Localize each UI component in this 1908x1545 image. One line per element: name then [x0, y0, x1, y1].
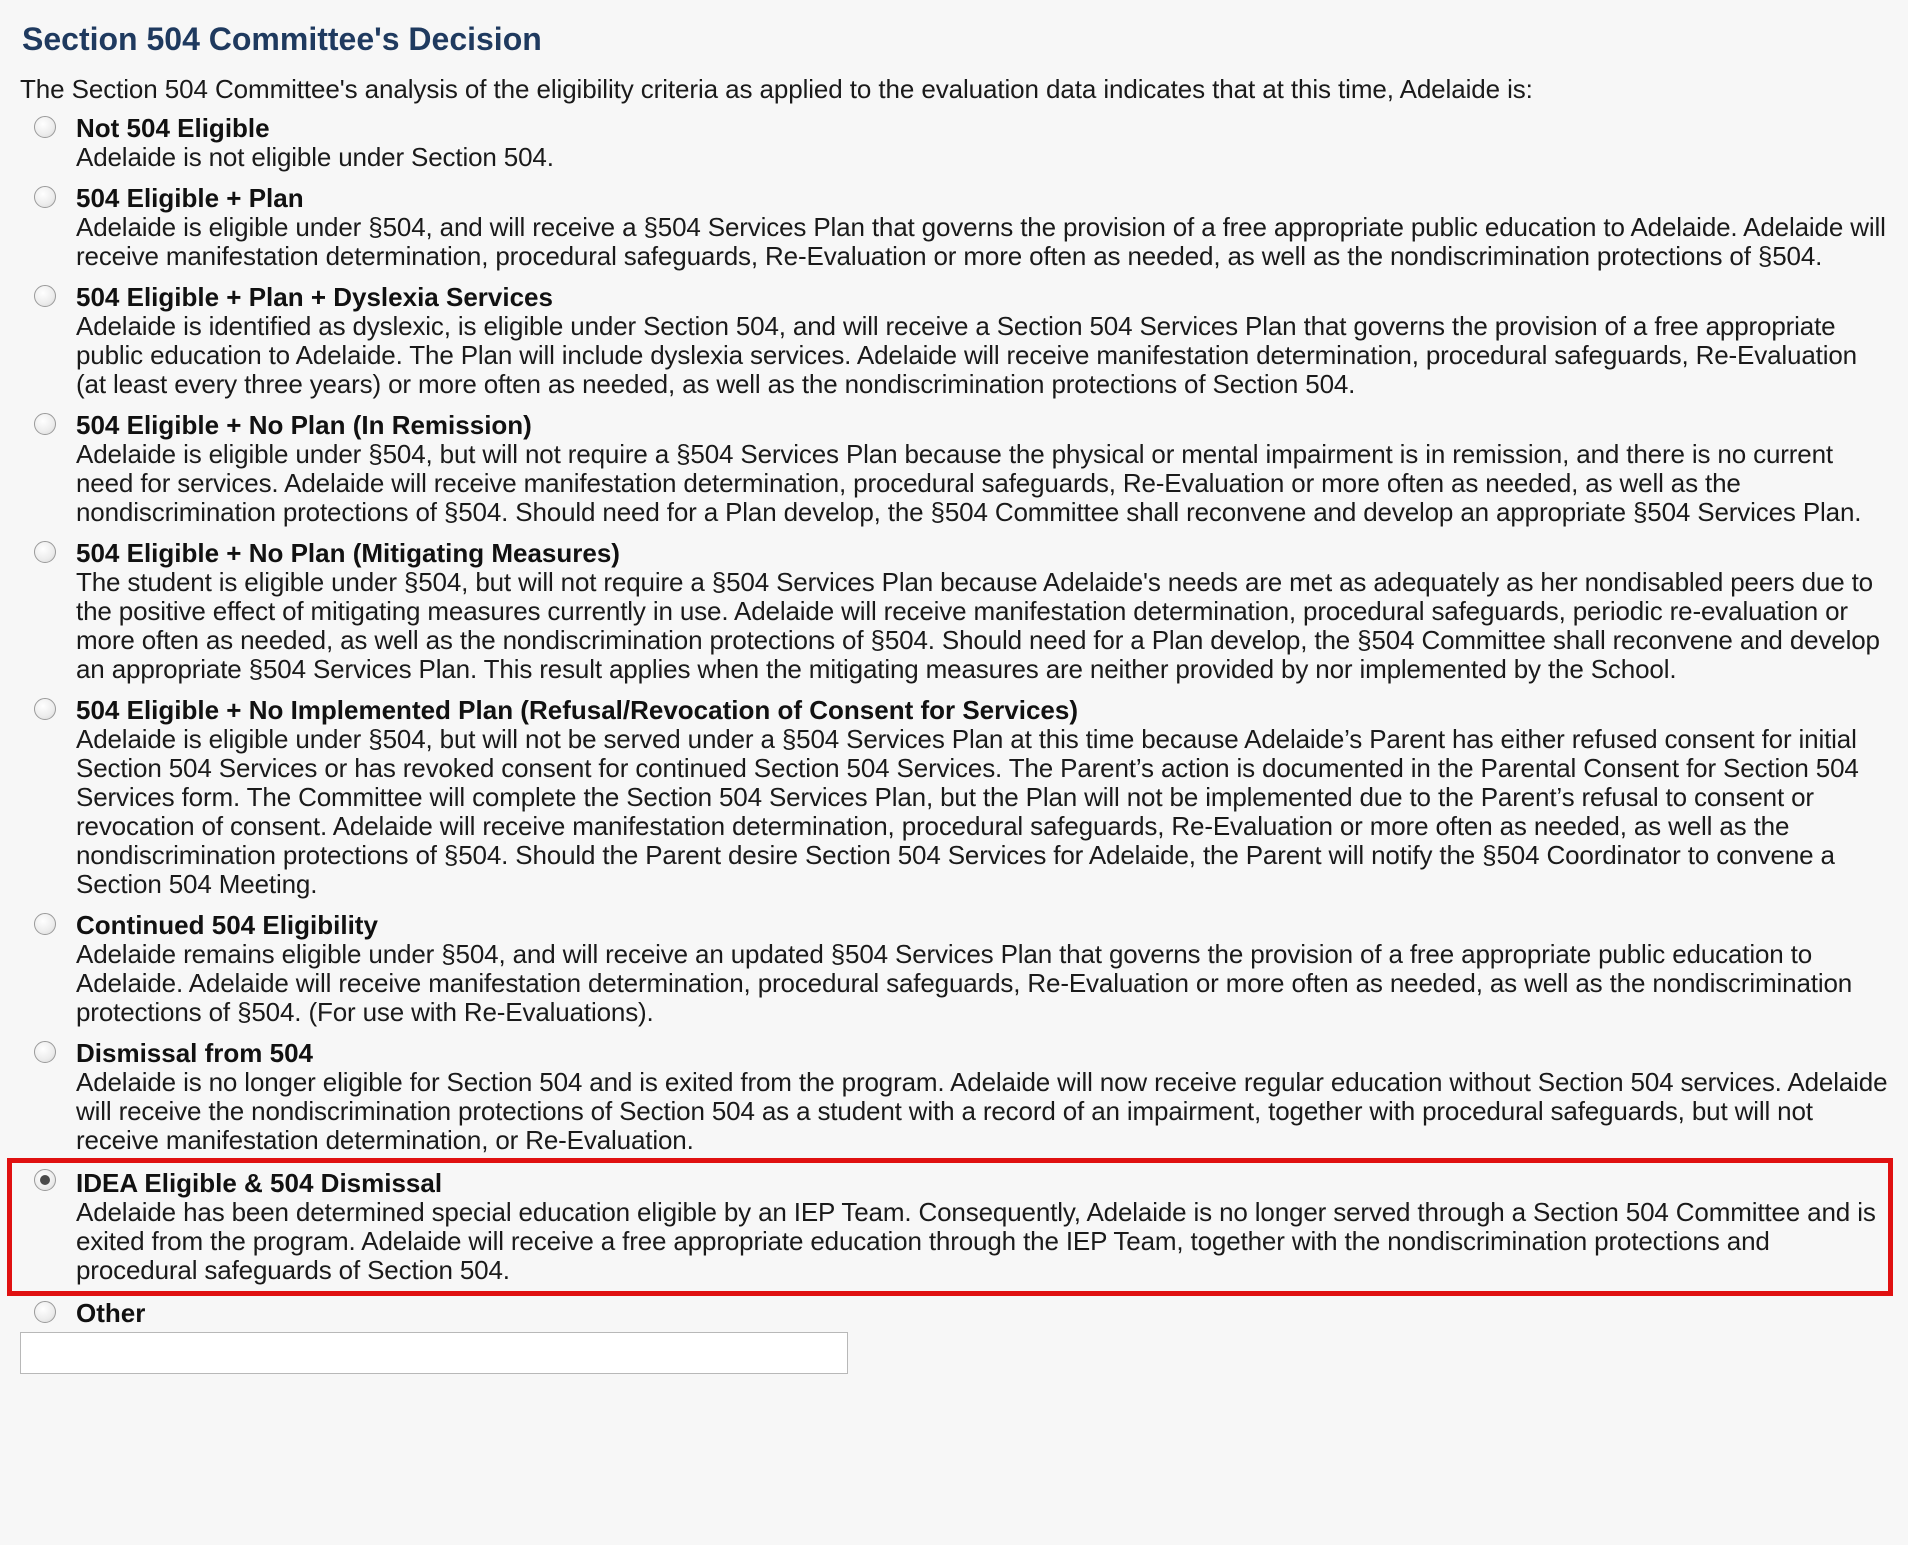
option-label: 504 Eligible + No Implemented Plan (Refusal/Revocation of Consent for Services): [76, 695, 1078, 726]
radio-504-eligible-no-plan-remission[interactable]: [34, 413, 56, 435]
decision-options: [20, 114, 1888, 1374]
option-label: 504 Eligible + No Plan (In Remission): [76, 410, 532, 441]
option-idea-eligible-504-dismissal[interactable]: [16, 1167, 1884, 1287]
radio-not-504-eligible[interactable]: [34, 116, 56, 138]
section-title: Section 504 Committee's Decision: [22, 21, 542, 57]
option-504-eligible-plan[interactable]: [20, 184, 1888, 271]
radio-504-eligible-plan-dyslexia[interactable]: [34, 285, 56, 307]
radio-504-eligible-no-implemented-plan[interactable]: [34, 698, 56, 720]
radio-continued-504-eligibility[interactable]: [34, 913, 56, 935]
option-label: 504 Eligible + Plan + Dyslexia Services: [76, 282, 553, 313]
radio-dismissal-from-504[interactable]: [34, 1041, 56, 1063]
option-label: Continued 504 Eligibility: [76, 910, 378, 941]
option-504-eligible-no-implemented-plan[interactable]: [20, 696, 1888, 899]
option-continued-504-eligibility[interactable]: [20, 911, 1888, 1027]
option-description: Adelaide is not eligible under Section 504.: [76, 142, 554, 173]
option-label: Other: [76, 1298, 146, 1329]
option-description: Adelaide has been determined special education eligible by an IEP Team. Consequently, Adelaide is no longer served through a Section 504 Committee and is exited from the program. Adelaide will receive a free appropriate education through the IEP Team, together with the nondiscrimination protections and procedural safeguards of Section 504.: [76, 1197, 1876, 1286]
option-other[interactable]: [20, 1299, 1888, 1328]
radio-idea-eligible-504-dismissal[interactable]: [34, 1169, 56, 1191]
option-not-504-eligible[interactable]: [20, 114, 1888, 172]
option-label: 504 Eligible + No Plan (Mitigating Measures): [76, 538, 620, 569]
option-504-eligible-no-plan-mitigating[interactable]: [20, 539, 1888, 684]
option-label: Not 504 Eligible: [76, 113, 270, 144]
other-text-input[interactable]: [20, 1332, 848, 1374]
option-label: 504 Eligible + Plan: [76, 183, 304, 214]
section-intro: The Section 504 Committee's analysis of the eligibility criteria as applied to the evaluation data indicates that at this time, Adelaide is:: [20, 74, 1533, 105]
option-description: Adelaide is identified as dyslexic, is eligible under Section 504, and will receive a Section 504 Services Plan that governs the provision of a free appropriate public education to Adelaide. The Plan will include dyslexia services. Adelaide will receive manifestation determination, procedural safeguards, Re-Evaluation (at least every three years) or more often as needed, as well as the nondiscrimination protections of Section 504.: [76, 311, 1857, 400]
option-description: Adelaide is no longer eligible for Section 504 and is exited from the program. Adelaide will now receive regular education without Section 504 services. Adelaide will receive the nondiscrimination protections of Section 504 as a student with a record of an impairment, together with procedural safeguards, but will not receive manifestation determination, or Re-Evaluation.: [76, 1067, 1888, 1156]
option-dismissal-from-504[interactable]: [20, 1039, 1888, 1155]
option-504-eligible-no-plan-remission[interactable]: [20, 411, 1888, 527]
radio-other[interactable]: [34, 1301, 56, 1323]
option-description: Adelaide remains eligible under §504, and will receive an updated §504 Services Plan that governs the provision of a free appropriate public education to Adelaide. Adelaide will receive manifestation determination, procedural safeguards, Re-Evaluation or more often as needed, as well as the nondiscrimination protections of §504. (For use with Re-Evaluations).: [76, 939, 1853, 1028]
option-label: IDEA Eligible & 504 Dismissal: [76, 1168, 443, 1199]
option-description: Adelaide is eligible under §504, but will not be served under a §504 Services Plan at this time because Adelaide’s Parent has either refused consent for initial Section 504 Services or has revoked consent for continued Section 504 Services. The Parent’s action is documented in the Parental Consent for Section 504 Services form. The Committee will complete the Section 504 Services Plan, but the Plan will not be implemented due to the Parent’s refusal to consent or revocation of consent. Adelaide will receive manifestation determination, procedural safeguards, Re-Evaluation or more often as needed, as well as the nondiscrimination protections of §504. Should the Parent desire Section 504 Services for Adelaide, the Parent will notify the §504 Coordinator to convene a Section 504 Meeting.: [76, 724, 1859, 900]
radio-504-eligible-no-plan-mitigating[interactable]: [34, 541, 56, 563]
option-label: Dismissal from 504: [76, 1038, 314, 1069]
option-description: Adelaide is eligible under §504, but will not require a §504 Services Plan because the physical or mental impairment is in remission, and there is no current need for services. Adelaide will receive manifestation determination, procedural safeguards, Re-Evaluation or more often as needed, as well as the nondiscrimination protections of §504. Should need for a Plan develop, the §504 Committee shall reconvene and develop an appropriate §504 Services Plan.: [76, 439, 1862, 528]
option-504-eligible-plan-dyslexia[interactable]: [20, 283, 1888, 399]
option-description: Adelaide is eligible under §504, and will receive a §504 Services Plan that governs the provision of a free appropriate public education to Adelaide. Adelaide will receive manifestation determination, procedural safeguards, Re-Evaluation or more often as needed, as well as the nondiscrimination protections of §504.: [76, 212, 1886, 272]
option-description: The student is eligible under §504, but will not require a §504 Services Plan because Adelaide's needs are met as adequately as her nondisabled peers due to the positive effect of mitigating measures currently in use. Adelaide will receive manifestation determination, procedural safeguards, periodic re-evaluation or more often as needed, as well as the nondiscrimination protections of §504. Should need for a Plan develop, the §504 Committee shall reconvene and develop an appropriate §504 Services Plan. This result applies when the mitigating measures are neither provided by nor implemented by the School.: [76, 567, 1880, 685]
radio-504-eligible-plan[interactable]: [34, 186, 56, 208]
